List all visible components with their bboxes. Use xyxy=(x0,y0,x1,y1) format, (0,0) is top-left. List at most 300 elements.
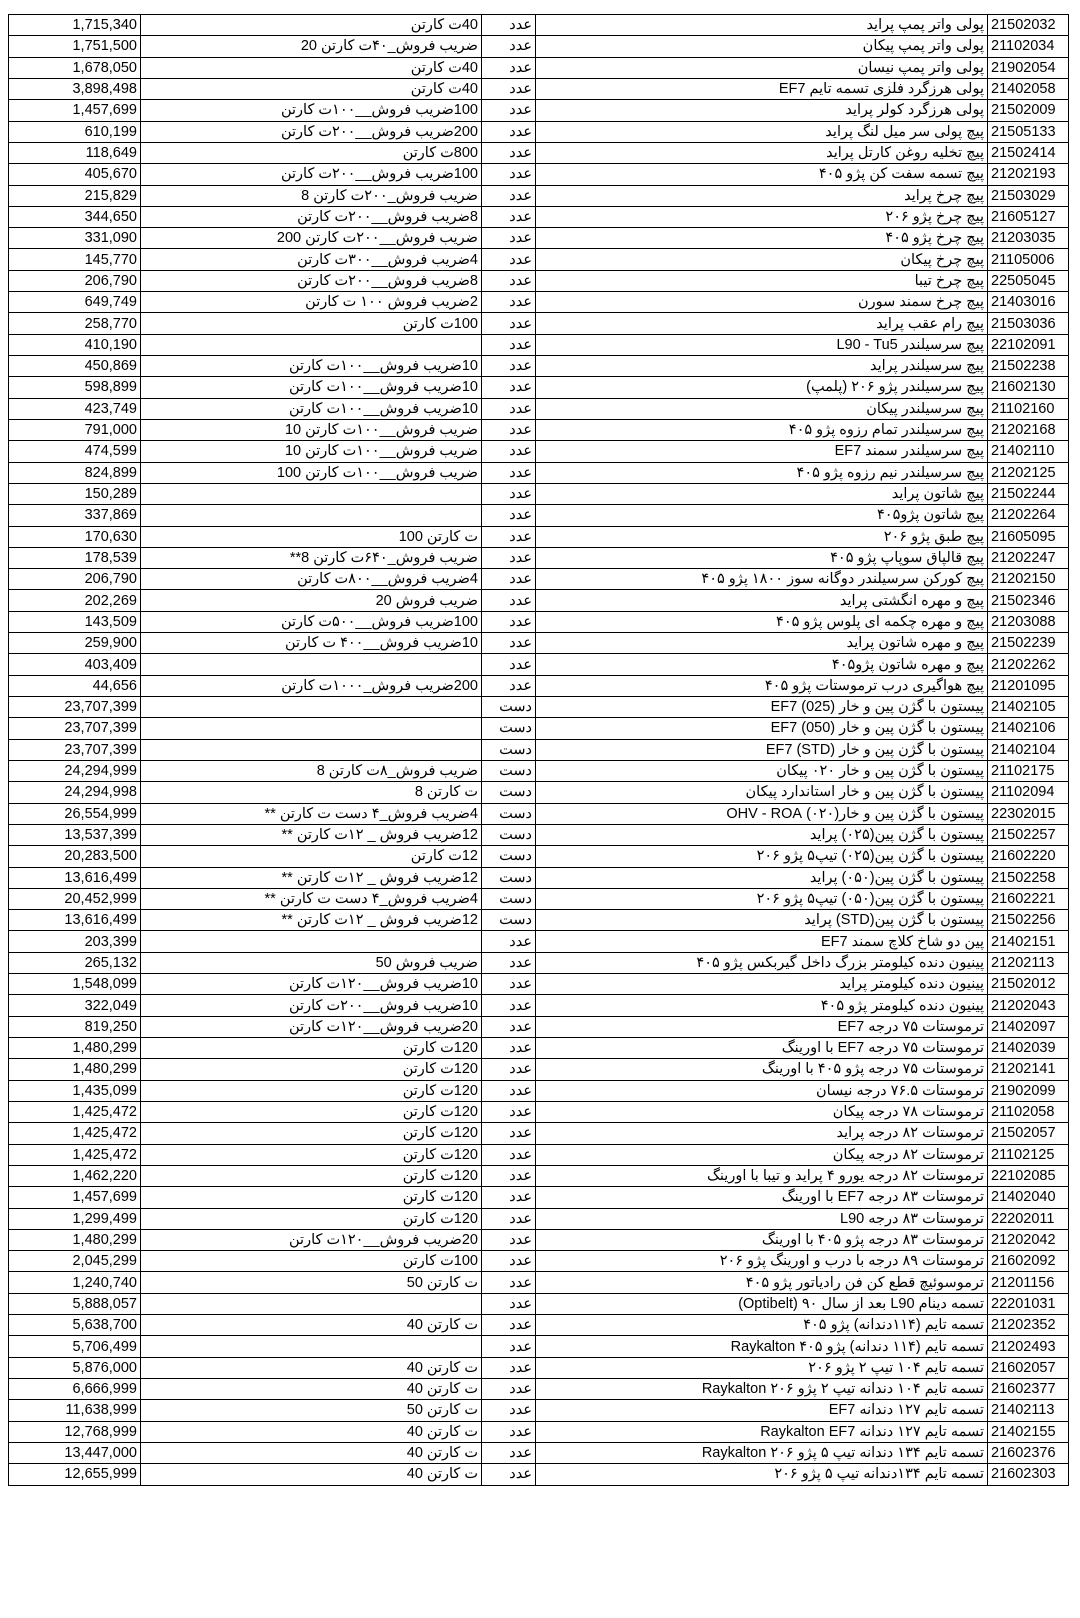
part-code-cell: 21105006 xyxy=(988,249,1069,270)
packing-note-cell: 2ضریب فروش ۱۰۰ ت کارتن xyxy=(141,292,482,313)
part-code-cell: 21902099 xyxy=(988,1080,1069,1101)
unit-cell: عدد xyxy=(482,590,536,611)
packing-note-cell: 100ضریب فروش__۲۰۰ت کارتن xyxy=(141,164,482,185)
part-code-cell: 21202193 xyxy=(988,164,1069,185)
packing-note-cell xyxy=(141,654,482,675)
part-name-cell: پیچ شاتون پراید xyxy=(536,483,988,504)
packing-note-cell: 100ضریب فروش__۵۰۰ت کارتن xyxy=(141,611,482,632)
part-name-cell: پیچ سرسیلندر پراید xyxy=(536,356,988,377)
price-cell: 13,537,399 xyxy=(9,824,141,845)
part-code-cell: 21202141 xyxy=(988,1059,1069,1080)
packing-note-cell: 120ت کارتن xyxy=(141,1165,482,1186)
price-cell: 118,649 xyxy=(9,142,141,163)
packing-note-cell: 10ضریب فروش__۱۰۰ت کارتن xyxy=(141,356,482,377)
part-code-cell: 21502009 xyxy=(988,100,1069,121)
table-row xyxy=(9,1101,1069,1122)
part-code-cell: 22302015 xyxy=(988,803,1069,824)
part-code-cell: 21203035 xyxy=(988,228,1069,249)
packing-note-cell: 10ضریب فروش__۴۰۰ ت کارتن xyxy=(141,633,482,654)
packing-note-cell: ضریب فروش__۱۰۰ت کارتن 100 xyxy=(141,462,482,483)
table-row xyxy=(9,1400,1069,1421)
unit-cell: عدد xyxy=(482,1059,536,1080)
packing-note-cell: 120ت کارتن xyxy=(141,1187,482,1208)
unit-cell: عدد xyxy=(482,270,536,291)
table-row xyxy=(9,697,1069,718)
part-name-cell: ترموستات ۸۹ درجه با درب و اورینگ پژو ۲۰۶ xyxy=(536,1251,988,1272)
unit-cell: عدد xyxy=(482,398,536,419)
unit-cell: عدد xyxy=(482,611,536,632)
part-name-cell: پینیون دنده کیلومتر پراید xyxy=(536,974,988,995)
part-name-cell: پیچ و مهره انگشتی پراید xyxy=(536,590,988,611)
part-name-cell: ترموستات ۸۲ درجه پراید xyxy=(536,1123,988,1144)
price-cell: 202,269 xyxy=(9,590,141,611)
table-row xyxy=(9,1421,1069,1442)
price-cell: 20,452,999 xyxy=(9,888,141,909)
part-name-cell: پیستون با گژن پین و خار (STD) EF7 xyxy=(536,739,988,760)
part-code-cell: 21602221 xyxy=(988,888,1069,909)
table-row xyxy=(9,675,1069,696)
part-name-cell: پولی واتر پمپ پیکان xyxy=(536,36,988,57)
packing-note-cell: ت کارتن 40 xyxy=(141,1464,482,1485)
part-name-cell: پیچ چرخ پژو ۴۰۵ xyxy=(536,228,988,249)
table-row xyxy=(9,1357,1069,1378)
part-code-cell: 21602303 xyxy=(988,1464,1069,1485)
price-cell: 203,399 xyxy=(9,931,141,952)
part-code-cell: 21602376 xyxy=(988,1442,1069,1463)
table-row xyxy=(9,1059,1069,1080)
part-code-cell: 21605095 xyxy=(988,526,1069,547)
unit-cell: عدد xyxy=(482,419,536,440)
price-cell: 23,707,399 xyxy=(9,718,141,739)
unit-cell: عدد xyxy=(482,313,536,334)
packing-note-cell: ضریب فروش 20 xyxy=(141,590,482,611)
part-name-cell: ترموستات ۷۵ درجه پژو ۴۰۵ با اورینگ xyxy=(536,1059,988,1080)
part-code-cell: 21202262 xyxy=(988,654,1069,675)
packing-note-cell: ضریب فروش_۲۰۰ت کارتن 8 xyxy=(141,185,482,206)
unit-cell: عدد xyxy=(482,185,536,206)
part-name-cell: پیچ و مهره چکمه ای پلوس پژو ۴۰۵ xyxy=(536,611,988,632)
table-row xyxy=(9,100,1069,121)
unit-cell: عدد xyxy=(482,1379,536,1400)
price-cell: 2,045,299 xyxy=(9,1251,141,1272)
part-code-cell: 21202125 xyxy=(988,462,1069,483)
part-code-cell: 21402155 xyxy=(988,1421,1069,1442)
packing-note-cell xyxy=(141,718,482,739)
packing-note-cell: 10ضریب فروش__۲۰۰ت کارتن xyxy=(141,995,482,1016)
part-code-cell: 21102160 xyxy=(988,398,1069,419)
unit-cell: دست xyxy=(482,782,536,803)
part-name-cell: تسمه تایم (۱۱۴دندانه) پژو ۴۰۵ xyxy=(536,1315,988,1336)
unit-cell: عدد xyxy=(482,292,536,313)
table-row xyxy=(9,611,1069,632)
part-name-cell: پیچ چرخ سمند سورن xyxy=(536,292,988,313)
unit-cell: عدد xyxy=(482,36,536,57)
unit-cell: عدد xyxy=(482,78,536,99)
packing-note-cell: ضریب فروش__۱۰۰ت کارتن 10 xyxy=(141,419,482,440)
unit-cell: عدد xyxy=(482,1442,536,1463)
part-name-cell: پولی هرزگرد کولر پراید xyxy=(536,100,988,121)
unit-cell: عدد xyxy=(482,1101,536,1122)
table-row xyxy=(9,1442,1069,1463)
part-code-cell: 21402058 xyxy=(988,78,1069,99)
packing-note-cell: 120ت کارتن xyxy=(141,1059,482,1080)
price-cell: 1,715,340 xyxy=(9,15,141,36)
part-name-cell: پیچ هواگیری درب ترموستات پژو ۴۰۵ xyxy=(536,675,988,696)
unit-cell: عدد xyxy=(482,526,536,547)
table-row xyxy=(9,398,1069,419)
unit-cell: عدد xyxy=(482,356,536,377)
table-row xyxy=(9,1038,1069,1059)
packing-note-cell: 40ت کارتن xyxy=(141,15,482,36)
table-row xyxy=(9,1379,1069,1400)
packing-note-cell: 40ت کارتن xyxy=(141,78,482,99)
part-name-cell: پیستون با گژن پین و خار (050) EF7 xyxy=(536,718,988,739)
packing-note-cell xyxy=(141,697,482,718)
unit-cell: عدد xyxy=(482,633,536,654)
part-name-cell: پولی واتر پمپ پراید xyxy=(536,15,988,36)
part-code-cell: 21502239 xyxy=(988,633,1069,654)
unit-cell: عدد xyxy=(482,206,536,227)
table-row xyxy=(9,505,1069,526)
unit-cell: عدد xyxy=(482,547,536,568)
packing-note-cell: 20ضریب فروش__۱۲۰ت کارتن xyxy=(141,1229,482,1250)
part-code-cell: 21202150 xyxy=(988,569,1069,590)
price-cell: 178,539 xyxy=(9,547,141,568)
unit-cell: عدد xyxy=(482,228,536,249)
table-row xyxy=(9,1080,1069,1101)
packing-note-cell xyxy=(141,483,482,504)
price-cell: 1,480,299 xyxy=(9,1038,141,1059)
unit-cell: عدد xyxy=(482,483,536,504)
packing-note-cell: 120ت کارتن xyxy=(141,1080,482,1101)
unit-cell: دست xyxy=(482,910,536,931)
price-cell: 1,425,472 xyxy=(9,1144,141,1165)
part-code-cell: 21202247 xyxy=(988,547,1069,568)
part-name-cell: پولی هرزگرد فلزی تسمه تایم EF7 xyxy=(536,78,988,99)
unit-cell: عدد xyxy=(482,142,536,163)
part-code-cell: 21602057 xyxy=(988,1357,1069,1378)
table-row xyxy=(9,824,1069,845)
packing-note-cell: 100ت کارتن xyxy=(141,313,482,334)
price-cell: 20,283,500 xyxy=(9,846,141,867)
unit-cell: عدد xyxy=(482,974,536,995)
table-row xyxy=(9,633,1069,654)
packing-note-cell xyxy=(141,1293,482,1314)
table-row xyxy=(9,334,1069,355)
unit-cell: عدد xyxy=(482,164,536,185)
unit-cell: دست xyxy=(482,803,536,824)
price-cell: 12,655,999 xyxy=(9,1464,141,1485)
table-row xyxy=(9,547,1069,568)
unit-cell: عدد xyxy=(482,1187,536,1208)
unit-cell: عدد xyxy=(482,1165,536,1186)
packing-note-cell xyxy=(141,931,482,952)
price-cell: 13,616,499 xyxy=(9,910,141,931)
price-cell: 344,650 xyxy=(9,206,141,227)
part-code-cell: 21102094 xyxy=(988,782,1069,803)
table-row xyxy=(9,952,1069,973)
part-code-cell: 21202264 xyxy=(988,505,1069,526)
price-cell: 405,670 xyxy=(9,164,141,185)
part-name-cell: تسمه تایم ۱۲۷ دندانه EF7 xyxy=(536,1400,988,1421)
table-row xyxy=(9,270,1069,291)
table-row xyxy=(9,803,1069,824)
part-name-cell: پینیون دنده کیلومتر پژو ۴۰۵ xyxy=(536,995,988,1016)
unit-cell: عدد xyxy=(482,995,536,1016)
price-cell: 5,876,000 xyxy=(9,1357,141,1378)
part-code-cell: 21402039 xyxy=(988,1038,1069,1059)
table-row xyxy=(9,782,1069,803)
part-code-cell: 21502032 xyxy=(988,15,1069,36)
part-name-cell: پیچ طبق پژو ۲۰۶ xyxy=(536,526,988,547)
part-code-cell: 21502238 xyxy=(988,356,1069,377)
price-cell: 143,509 xyxy=(9,611,141,632)
price-cell: 1,435,099 xyxy=(9,1080,141,1101)
unit-cell: عدد xyxy=(482,100,536,121)
unit-cell: عدد xyxy=(482,654,536,675)
price-cell: 145,770 xyxy=(9,249,141,270)
table-row xyxy=(9,1251,1069,1272)
packing-note-cell: ت کارتن 8 xyxy=(141,782,482,803)
part-code-cell: 21602130 xyxy=(988,377,1069,398)
unit-cell: دست xyxy=(482,760,536,781)
unit-cell: عدد xyxy=(482,1144,536,1165)
part-code-cell: 21502244 xyxy=(988,483,1069,504)
unit-cell: دست xyxy=(482,718,536,739)
part-code-cell: 21102058 xyxy=(988,1101,1069,1122)
price-cell: 23,707,399 xyxy=(9,739,141,760)
packing-note-cell: ضریب فروش__۱۰۰ت کارتن 10 xyxy=(141,441,482,462)
table-row xyxy=(9,185,1069,206)
part-code-cell: 21502012 xyxy=(988,974,1069,995)
table-row xyxy=(9,1144,1069,1165)
part-name-cell: پیستون با گژن پین(۰۵۰) پراید xyxy=(536,867,988,888)
part-name-cell: پیچ تسمه سفت کن پژو ۴۰۵ xyxy=(536,164,988,185)
part-code-cell: 21102034 xyxy=(988,36,1069,57)
table-row xyxy=(9,356,1069,377)
unit-cell: عدد xyxy=(482,1272,536,1293)
part-name-cell: ترموسوئیچ قطع کن فن رادیاتور پژو ۴۰۵ xyxy=(536,1272,988,1293)
packing-note-cell: 4ضریب فروش__۳۰۰ت کارتن xyxy=(141,249,482,270)
part-name-cell: ترموستات ۸۳ درجه پژو ۴۰۵ با اورینگ xyxy=(536,1229,988,1250)
packing-note-cell: 4ضریب فروش__۸۰۰ت کارتن xyxy=(141,569,482,590)
part-name-cell: تسمه دینام L90 بعد از سال ۹۰ (Optibelt) xyxy=(536,1293,988,1314)
table-row xyxy=(9,78,1069,99)
packing-note-cell: ت کارتن 100 xyxy=(141,526,482,547)
price-cell: 1,548,099 xyxy=(9,974,141,995)
part-code-cell: 22202011 xyxy=(988,1208,1069,1229)
packing-note-cell: 120ت کارتن xyxy=(141,1101,482,1122)
part-code-cell: 21402097 xyxy=(988,1016,1069,1037)
price-cell: 1,425,472 xyxy=(9,1101,141,1122)
table-row xyxy=(9,590,1069,611)
part-code-cell: 21402110 xyxy=(988,441,1069,462)
part-code-cell: 21202113 xyxy=(988,952,1069,973)
unit-cell: دست xyxy=(482,888,536,909)
packing-note-cell: ت کارتن 40 xyxy=(141,1442,482,1463)
packing-note-cell: ت کارتن 40 xyxy=(141,1421,482,1442)
unit-cell: عدد xyxy=(482,1357,536,1378)
table-row xyxy=(9,15,1069,36)
table-row xyxy=(9,1464,1069,1485)
price-cell: 1,480,299 xyxy=(9,1229,141,1250)
part-name-cell: پیستون با گژن پین(۰۲۵) تیپ۵ پژو ۲۰۶ xyxy=(536,846,988,867)
part-name-cell: تسمه تایم ۱۰۴ تیپ ۲ پژو ۲۰۶ xyxy=(536,1357,988,1378)
unit-cell: عدد xyxy=(482,1251,536,1272)
part-name-cell: ترموستات ۷۵ درجه EF7 xyxy=(536,1016,988,1037)
unit-cell: عدد xyxy=(482,377,536,398)
packing-note-cell: 12ضریب فروش _ ۱۲ت کارتن ** xyxy=(141,824,482,845)
packing-note-cell: 100ضریب فروش__۱۰۰ت کارتن xyxy=(141,100,482,121)
part-name-cell: پیچ شاتون پژو۴۰۵ xyxy=(536,505,988,526)
part-name-cell: پیچ تخلیه روغن کارتل پراید xyxy=(536,142,988,163)
table-row xyxy=(9,1016,1069,1037)
price-cell: 26,554,999 xyxy=(9,803,141,824)
packing-note-cell: ضریب فروش 50 xyxy=(141,952,482,973)
part-code-cell: 21102175 xyxy=(988,760,1069,781)
table-row xyxy=(9,377,1069,398)
price-cell: 1,462,220 xyxy=(9,1165,141,1186)
price-list-body xyxy=(9,15,1069,1486)
part-code-cell: 21402040 xyxy=(988,1187,1069,1208)
packing-note-cell: ت کارتن 40 xyxy=(141,1315,482,1336)
price-cell: 1,480,299 xyxy=(9,1059,141,1080)
table-row xyxy=(9,462,1069,483)
price-cell: 206,790 xyxy=(9,270,141,291)
packing-note-cell: 8ضریب فروش__۲۰۰ت کارتن xyxy=(141,206,482,227)
part-name-cell: پیچ و مهره شاتون پژو۴۰۵ xyxy=(536,654,988,675)
part-name-cell: ترموستات ۷۸ درجه پیکان xyxy=(536,1101,988,1122)
part-code-cell: 21403016 xyxy=(988,292,1069,313)
table-row xyxy=(9,846,1069,867)
price-cell: 6,666,999 xyxy=(9,1379,141,1400)
part-code-cell: 21201156 xyxy=(988,1272,1069,1293)
unit-cell: عدد xyxy=(482,1336,536,1357)
part-code-cell: 21502256 xyxy=(988,910,1069,931)
packing-note-cell: ت کارتن 50 xyxy=(141,1400,482,1421)
unit-cell: عدد xyxy=(482,441,536,462)
packing-note-cell: 12ت کارتن xyxy=(141,846,482,867)
price-cell: 403,409 xyxy=(9,654,141,675)
price-cell: 215,829 xyxy=(9,185,141,206)
table-row xyxy=(9,206,1069,227)
table-row xyxy=(9,995,1069,1016)
packing-note-cell: 120ت کارتن xyxy=(141,1038,482,1059)
packing-note-cell: 120ت کارتن xyxy=(141,1144,482,1165)
part-name-cell: پیستون با گژن پین(۰۲۵) پراید xyxy=(536,824,988,845)
price-cell: 150,289 xyxy=(9,483,141,504)
part-code-cell: 21602220 xyxy=(988,846,1069,867)
part-name-cell: ترموستات ۸۲ درجه پیکان xyxy=(536,1144,988,1165)
part-code-cell: 21505133 xyxy=(988,121,1069,142)
part-name-cell: پیچ رام عقب پراید xyxy=(536,313,988,334)
part-name-cell: پیچ قالپاق سوپاپ پژو ۴۰۵ xyxy=(536,547,988,568)
price-cell: 337,869 xyxy=(9,505,141,526)
unit-cell: عدد xyxy=(482,334,536,355)
price-cell: 24,294,999 xyxy=(9,760,141,781)
packing-note-cell: 200ضریب فروش_۱۰۰۰ت کارتن xyxy=(141,675,482,696)
price-cell: 1,457,699 xyxy=(9,100,141,121)
price-cell: 598,899 xyxy=(9,377,141,398)
table-row xyxy=(9,228,1069,249)
part-name-cell: ترموستات ۷۶.۵ درجه نیسان xyxy=(536,1080,988,1101)
part-name-cell: پیچ سرسیلندر سمند EF7 xyxy=(536,441,988,462)
part-name-cell: پیچ و مهره شاتون پراید xyxy=(536,633,988,654)
packing-note-cell: 20ضریب فروش__۱۲۰ت کارتن xyxy=(141,1016,482,1037)
unit-cell: عدد xyxy=(482,15,536,36)
price-cell: 12,768,999 xyxy=(9,1421,141,1442)
part-code-cell: 21503036 xyxy=(988,313,1069,334)
part-code-cell: 22102085 xyxy=(988,1165,1069,1186)
unit-cell: عدد xyxy=(482,121,536,142)
packing-note-cell: 120ت کارتن xyxy=(141,1208,482,1229)
price-cell: 24,294,998 xyxy=(9,782,141,803)
unit-cell: عدد xyxy=(482,569,536,590)
unit-cell: دست xyxy=(482,846,536,867)
part-name-cell: ترموستات ۷۵ درجه EF7 با اورینگ xyxy=(536,1038,988,1059)
table-row xyxy=(9,1293,1069,1314)
unit-cell: دست xyxy=(482,697,536,718)
part-code-cell: 21402106 xyxy=(988,718,1069,739)
table-row xyxy=(9,483,1069,504)
part-code-cell: 21503029 xyxy=(988,185,1069,206)
packing-note-cell: 10ضریب فروش__۱۰۰ت کارتن xyxy=(141,398,482,419)
price-cell: 5,638,700 xyxy=(9,1315,141,1336)
packing-note-cell: ضریب فروش_۴۰ت کارتن 20 xyxy=(141,36,482,57)
packing-note-cell: ضریب فروش_۸ت کارتن 8 xyxy=(141,760,482,781)
part-code-cell: 21201095 xyxy=(988,675,1069,696)
price-cell: 791,000 xyxy=(9,419,141,440)
unit-cell: عدد xyxy=(482,931,536,952)
part-name-cell: ترموستات ۸۳ درجه L90 xyxy=(536,1208,988,1229)
table-row xyxy=(9,739,1069,760)
unit-cell: عدد xyxy=(482,1400,536,1421)
price-cell: 610,199 xyxy=(9,121,141,142)
table-row xyxy=(9,526,1069,547)
part-name-cell: پیستون با گژن پین و خار(۰۲۰) OHV - ROA xyxy=(536,803,988,824)
part-name-cell: پیچ چرخ پژو ۲۰۶ xyxy=(536,206,988,227)
part-name-cell: پیچ چرخ پیکان xyxy=(536,249,988,270)
price-cell: 322,049 xyxy=(9,995,141,1016)
unit-cell: عدد xyxy=(482,1016,536,1037)
part-code-cell: 21202168 xyxy=(988,419,1069,440)
table-row xyxy=(9,1315,1069,1336)
table-row xyxy=(9,867,1069,888)
part-name-cell: پیچ کورکن سرسیلندر دوگانه سوز ۱۸۰۰ پژو ۴۰۵ xyxy=(536,569,988,590)
price-cell: 23,707,399 xyxy=(9,697,141,718)
part-code-cell: 21402151 xyxy=(988,931,1069,952)
part-name-cell: پولی واتر پمپ نیسان xyxy=(536,57,988,78)
part-name-cell: تسمه تایم ۱۰۴ دندانه تیپ ۲ پژو ۲۰۶ Raykalton xyxy=(536,1379,988,1400)
price-cell: 170,630 xyxy=(9,526,141,547)
packing-note-cell: ت کارتن 40 xyxy=(141,1357,482,1378)
unit-cell: عدد xyxy=(482,1123,536,1144)
table-row xyxy=(9,292,1069,313)
packing-note-cell: 4ضریب فروش_۴ دست ت کارتن ** xyxy=(141,888,482,909)
unit-cell: دست xyxy=(482,867,536,888)
part-code-cell: 22505045 xyxy=(988,270,1069,291)
part-code-cell: 21202042 xyxy=(988,1229,1069,1250)
part-code-cell: 21605127 xyxy=(988,206,1069,227)
part-name-cell: پیچ سرسیلندر پیکان xyxy=(536,398,988,419)
unit-cell: دست xyxy=(482,824,536,845)
packing-note-cell: 10ضریب فروش__۱۰۰ت کارتن xyxy=(141,377,482,398)
packing-note-cell xyxy=(141,1336,482,1357)
unit-cell: عدد xyxy=(482,1464,536,1485)
packing-note-cell: 40ت کارتن xyxy=(141,57,482,78)
price-cell: 11,638,999 xyxy=(9,1400,141,1421)
part-code-cell: 21502346 xyxy=(988,590,1069,611)
